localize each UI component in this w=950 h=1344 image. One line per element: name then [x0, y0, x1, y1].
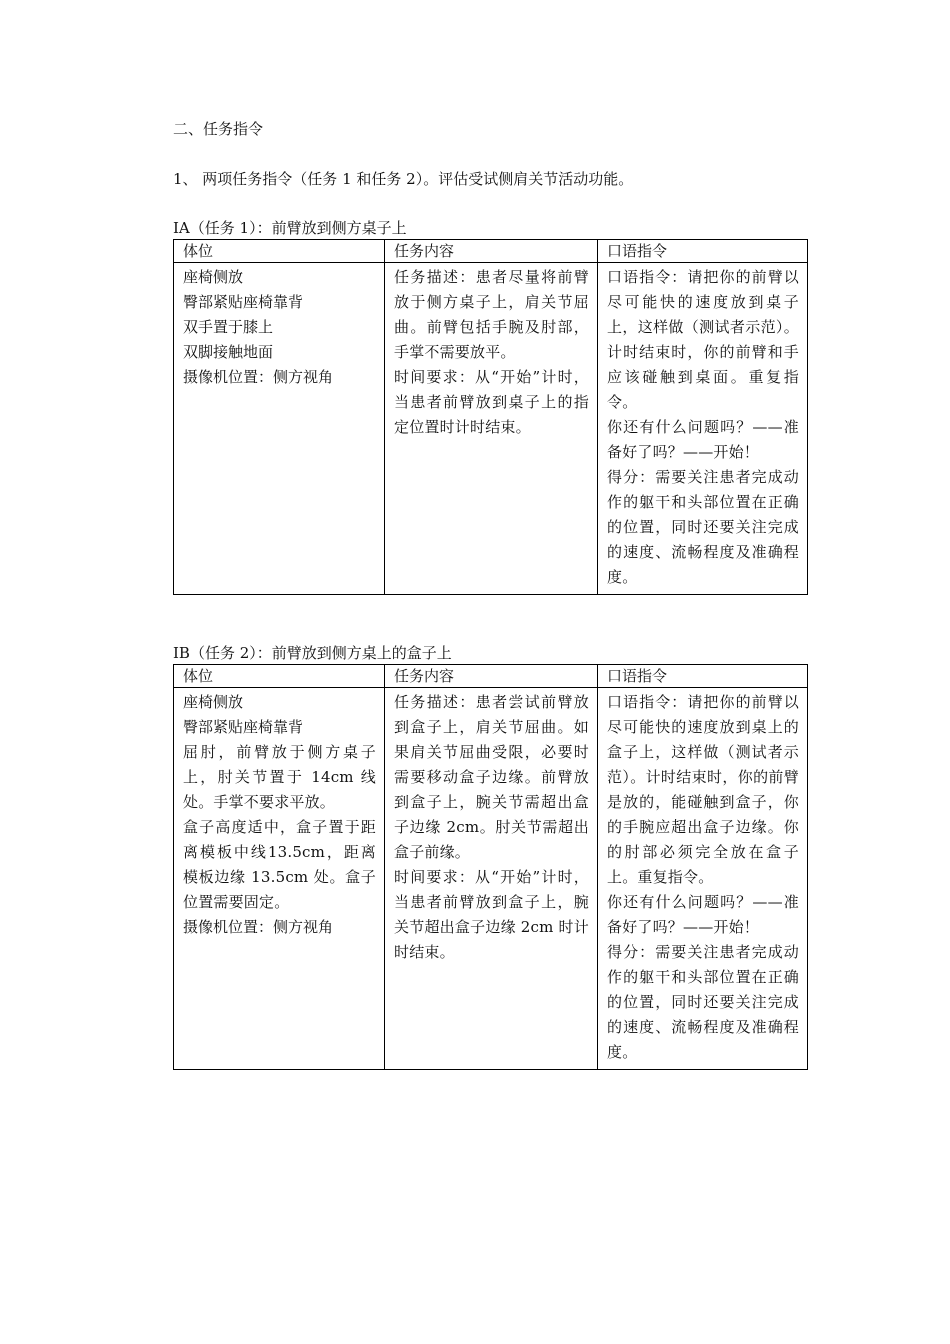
task-1-table — [173, 239, 808, 595]
verbal-instruction-cell — [598, 688, 808, 1070]
scoring-note: 得分：需要关注患者完成动作的躯干和头部位置在正确的位置，同时还要关注完成的速度、流畅程度及准确程度。 — [607, 943, 799, 1061]
position-line: 双脚接触地面 — [183, 343, 274, 361]
task-content-cell — [385, 263, 598, 595]
task-content-cell — [385, 688, 598, 1070]
header-verbal-instruction: 口语指令 — [598, 665, 808, 688]
scoring-note: 得分：需要关注患者完成动作的躯干和头部位置在正确的位置，同时还要关注完成的速度、流畅程度及准确程度。 — [607, 468, 799, 586]
table-header-row — [174, 665, 808, 688]
position-line: 座椅侧放 — [183, 693, 244, 711]
ready-prompt: 你还有什么问题吗？——准备好了吗？——开始！ — [607, 418, 799, 461]
position-line: 臀部紧贴座椅靠背 — [183, 718, 304, 736]
position-line: 臀部紧贴座椅靠背 — [183, 293, 304, 311]
table-row — [174, 688, 808, 1070]
task-2-table — [173, 664, 808, 1070]
ready-prompt: 你还有什么问题吗？——准备好了吗？——开始！ — [607, 893, 799, 936]
table-row — [174, 263, 808, 595]
header-verbal-instruction: 口语指令 — [598, 240, 808, 263]
position-line: 摄像机位置：侧方视角 — [183, 368, 334, 386]
time-requirement: 时间要求：从“开始”计时，当患者前臂放到桌子上的指定位置时计时结束。 — [394, 368, 589, 436]
header-task-content: 任务内容 — [385, 240, 598, 263]
position-line: 盒子高度适中，盒子置于距离模板中线13.5cm，距离模板边缘 13.5cm 处。盒子位置需要固定。 — [183, 818, 376, 911]
position-line: 双手置于膝上 — [183, 318, 274, 336]
section-heading: 二、任务指令 — [173, 120, 264, 138]
position-line: 座椅侧放 — [183, 268, 244, 286]
time-requirement: 时间要求：从“开始”计时，当患者前臂放到盒子上，腕关节超出盒子边缘 2cm 时计时结束。 — [394, 868, 589, 961]
verbal-instruction-text: 口语指令：请把你的前臂以尽可能快的速度放到桌子上，这样做（测试者示范）。计时结束时，你的前臂和手应该碰触到桌面。重复指令。 — [607, 268, 799, 411]
table-1-caption: IA（任务 1）：前臂放到侧方桌子上 — [173, 219, 407, 237]
position-cell — [174, 263, 385, 595]
table-header-row — [174, 240, 808, 263]
header-task-content: 任务内容 — [385, 665, 598, 688]
header-position: 体位 — [174, 240, 385, 263]
header-position: 体位 — [174, 665, 385, 688]
position-line: 屈肘，前臂放于侧方桌子上，肘关节置于 14cm 线处。手掌不要求平放。 — [183, 743, 376, 811]
verbal-instruction-cell — [598, 263, 808, 595]
task-description: 任务描述：患者尽量将前臂放于侧方桌子上，肩关节屈曲。前臂包括手腕及肘部，手掌不需要放平。 — [394, 268, 589, 361]
table-2-caption: IB（任务 2）：前臂放到侧方桌上的盒子上 — [173, 644, 452, 662]
position-line: 摄像机位置：侧方视角 — [183, 918, 334, 936]
intro-paragraph: 1、 两项任务指令（任务 1 和任务 2）。评估受试侧肩关节活动功能。 — [173, 170, 634, 188]
task-description: 任务描述：患者尝试前臂放到盒子上，肩关节屈曲。如果肩关节屈曲受限，必要时需要移动盒子边缘。前臂放到盒子上，腕关节需超出盒子边缘 2cm。肘关节需超出盒子前缘。 — [394, 693, 589, 861]
verbal-instruction-text: 口语指令：请把你的前臂以尽可能快的速度放到桌上的盒子上，这样做（测试者示范）。计时结束时，你的前臂是放的，能碰触到盒子，你的手腕应超出盒子边缘。你的肘部必须完全放在盒子上。重复指令。 — [607, 693, 799, 886]
position-cell — [174, 688, 385, 1070]
